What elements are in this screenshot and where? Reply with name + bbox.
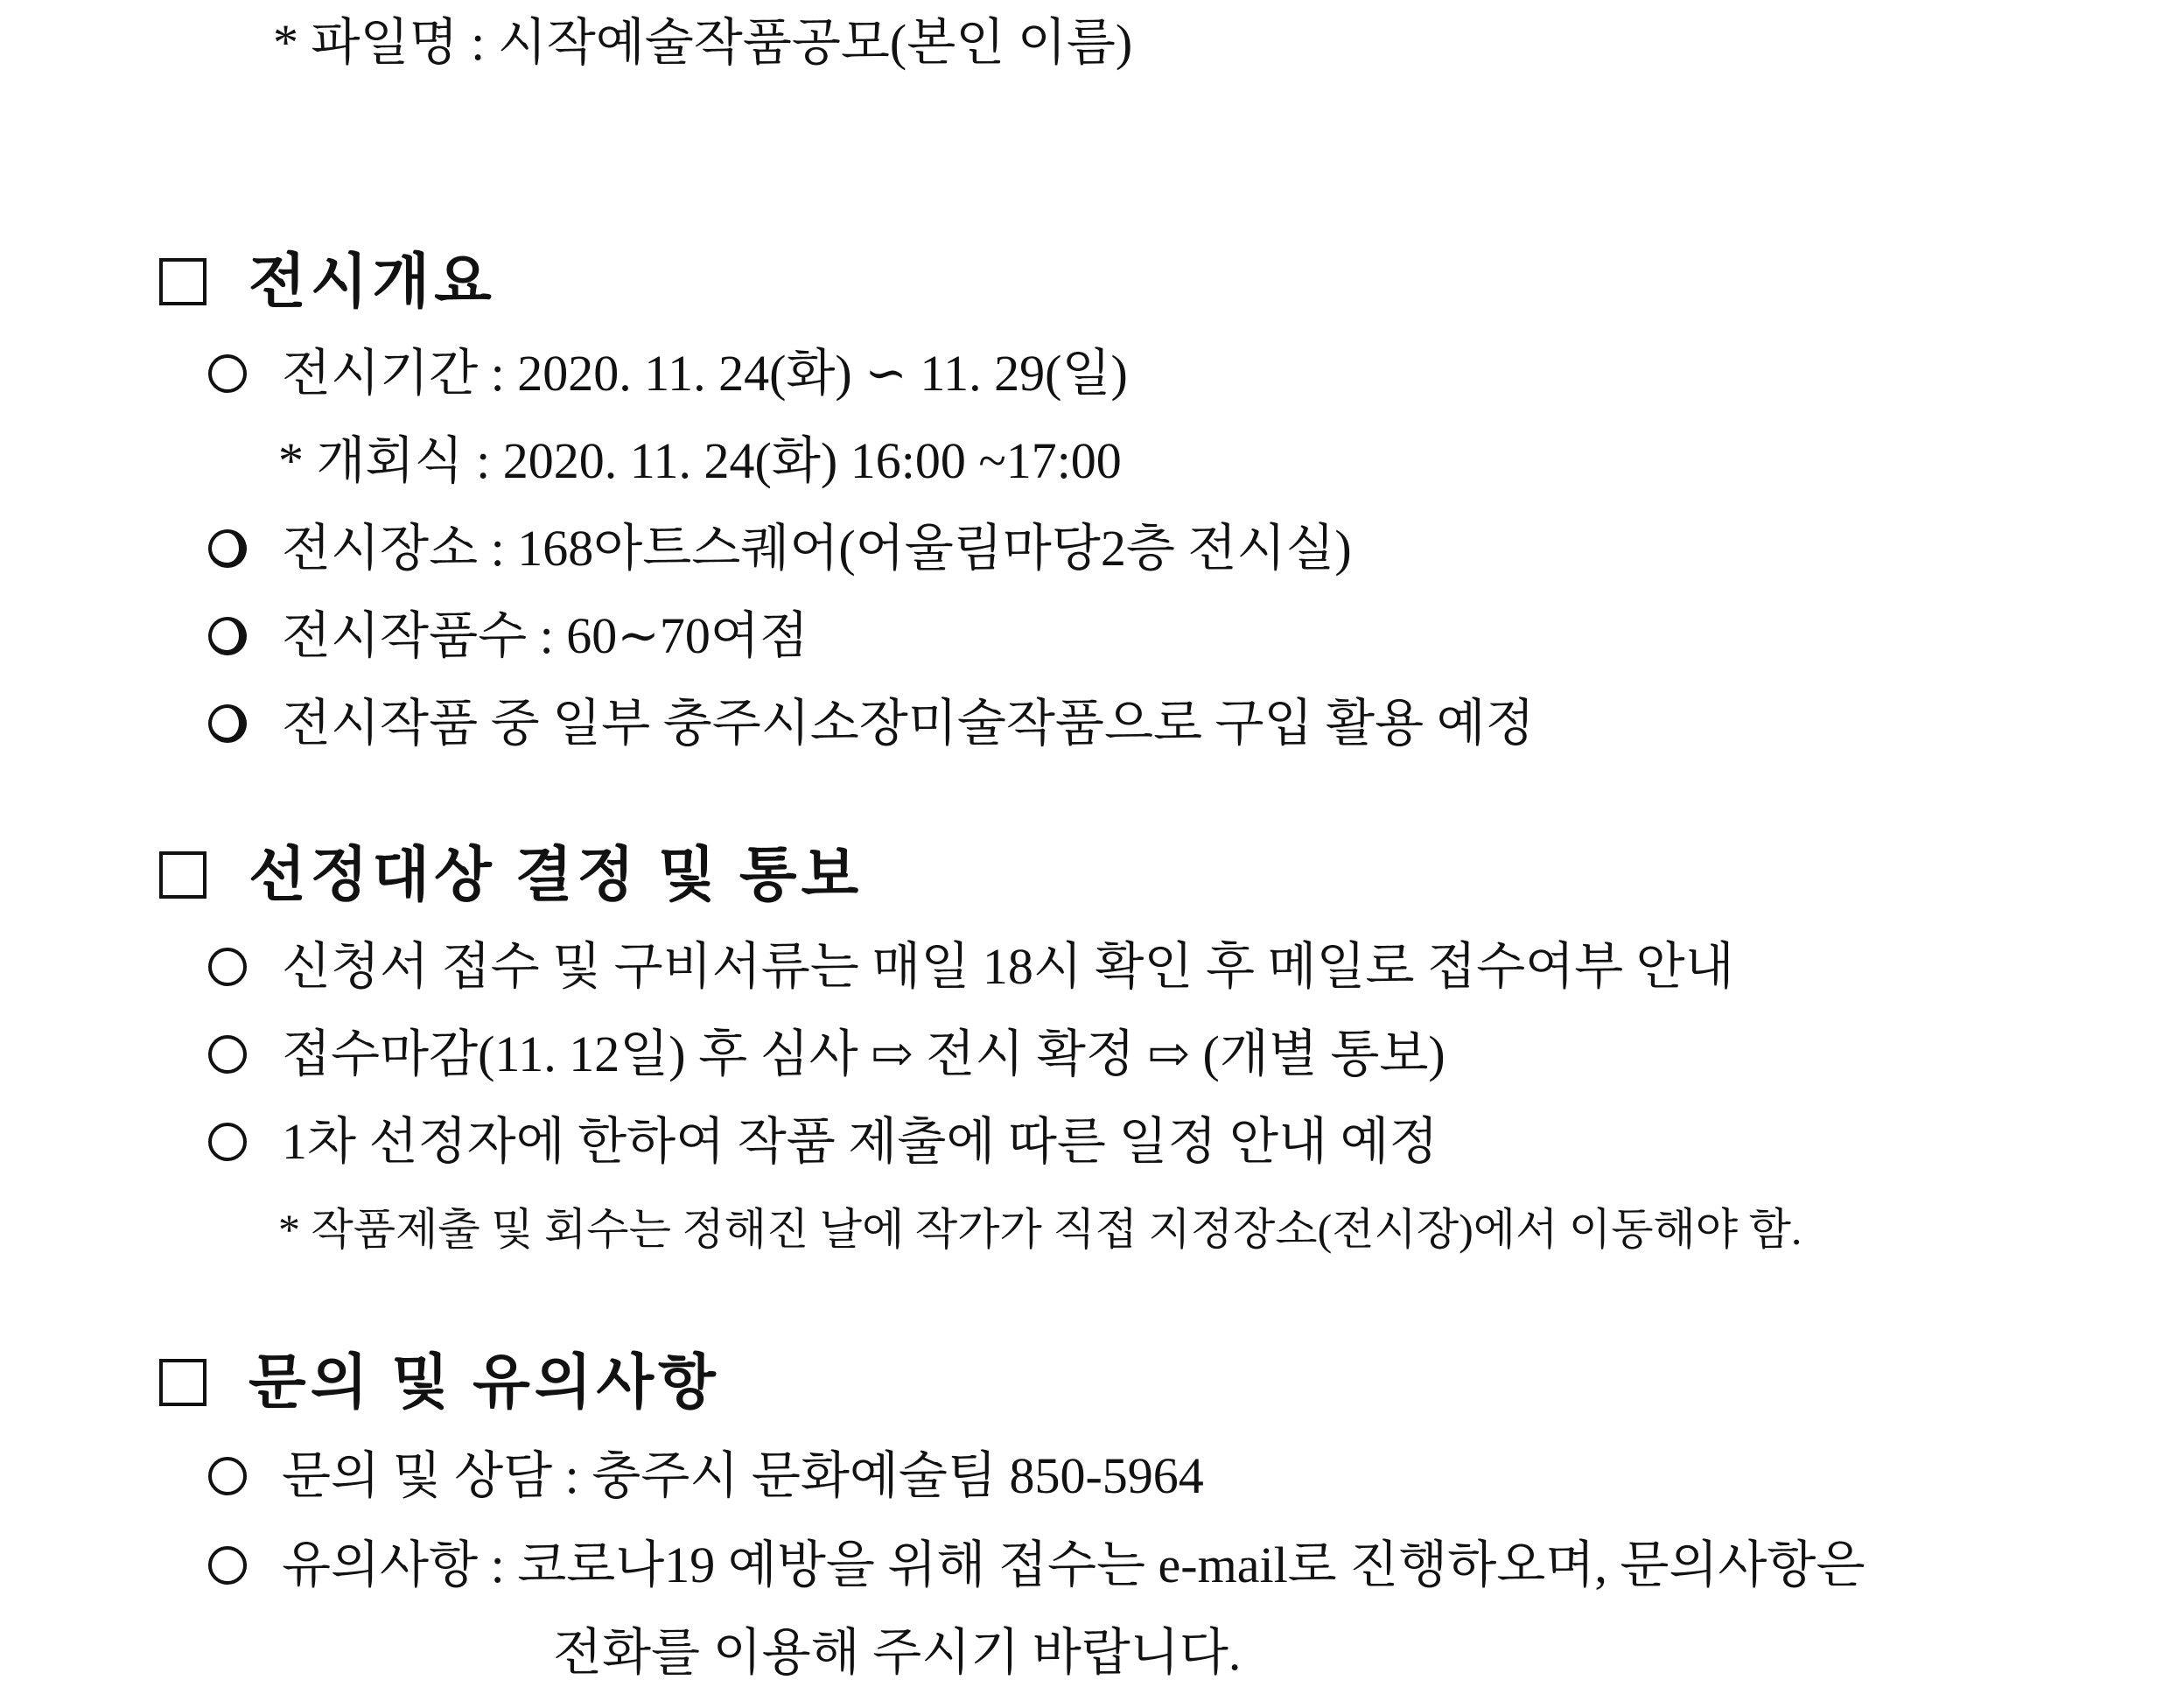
list-item-exhibit-count [208, 607, 808, 664]
circle-bullet-icon [208, 354, 247, 393]
item-text: 접수마감(11. 12일) 후 심사 ⇨ 전시 확정 ⇨ (개별 통보) [282, 1026, 1446, 1082]
checkbox-square-icon [159, 851, 206, 899]
shadowed-circle-bullet-icon [208, 704, 247, 743]
list-item-contact [208, 1447, 1204, 1504]
section-title: 문의 및 유의사항 [248, 1349, 720, 1416]
circle-bullet-icon [208, 948, 247, 986]
list-item-first-selection [208, 1113, 1438, 1170]
shadowed-circle-bullet-icon [208, 529, 247, 568]
section-heading-inquiries [159, 1349, 720, 1416]
circle-bullet-icon [208, 1035, 247, 1074]
section-title: 선정대상 결정 및 통보 [248, 842, 864, 908]
list-item-exhibition-venue [208, 520, 1352, 577]
note-submission-return: * 작품제출 및 회수는 정해진 날에 작가가 직접 지정장소(전시장)에서 이동해야 함. [278, 1205, 1802, 1254]
note-opening-ceremony: * 개회식 : 2020. 11. 24(화) 16:00 ~17:00 [278, 432, 1122, 489]
item-text: 전시작품 중 일부 충주시소장미술작품으로 구입 활용 예정 [282, 695, 1535, 752]
shadowed-circle-bullet-icon [208, 617, 247, 655]
section-heading-selection [159, 842, 864, 908]
circle-bullet-icon [208, 1457, 247, 1495]
checkbox-square-icon [159, 258, 206, 305]
list-item-precautions [208, 1536, 1866, 1593]
file-name-note: * 파일명 : 시작예술작품공모(본인 이름) [273, 14, 1133, 71]
item-text: 신청서 접수 및 구비서류는 매일 18시 확인 후 메일로 접수여부 안내 [282, 938, 1734, 995]
item-text: 1차 선정자에 한하여 작품 제출에 따른 일정 안내 예정 [282, 1113, 1438, 1170]
list-item-application-check [208, 938, 1734, 995]
item-text: 전시작품수 : 60∼70여점 [282, 607, 808, 664]
item-text: 전시기간 : 2020. 11. 24(화) ∽ 11. 29(일) [282, 345, 1128, 402]
section-heading-exhibition-overview [159, 248, 496, 315]
circle-bullet-icon [208, 1123, 247, 1161]
item-text: 전시장소 : 168아트스퀘어(어울림마당2층 전시실) [282, 520, 1352, 577]
checkbox-square-icon [159, 1359, 206, 1406]
item-text: 문의 및 상담 : 충주시 문화예술팀 850-5964 [282, 1447, 1204, 1504]
item-text: 유의사항 : 코로나19 예방을 위해 접수는 e-mail로 진행하오며, 문의사항은 [282, 1536, 1866, 1593]
circle-bullet-icon [208, 1546, 247, 1585]
list-item-exhibition-period [208, 345, 1128, 402]
list-item-purchase-plan [208, 695, 1535, 752]
list-item-deadline-process [208, 1026, 1446, 1082]
precautions-continuation: 전화를 이용해 주시기 바랍니다. [553, 1624, 1242, 1681]
section-title: 전시개요 [248, 248, 496, 315]
